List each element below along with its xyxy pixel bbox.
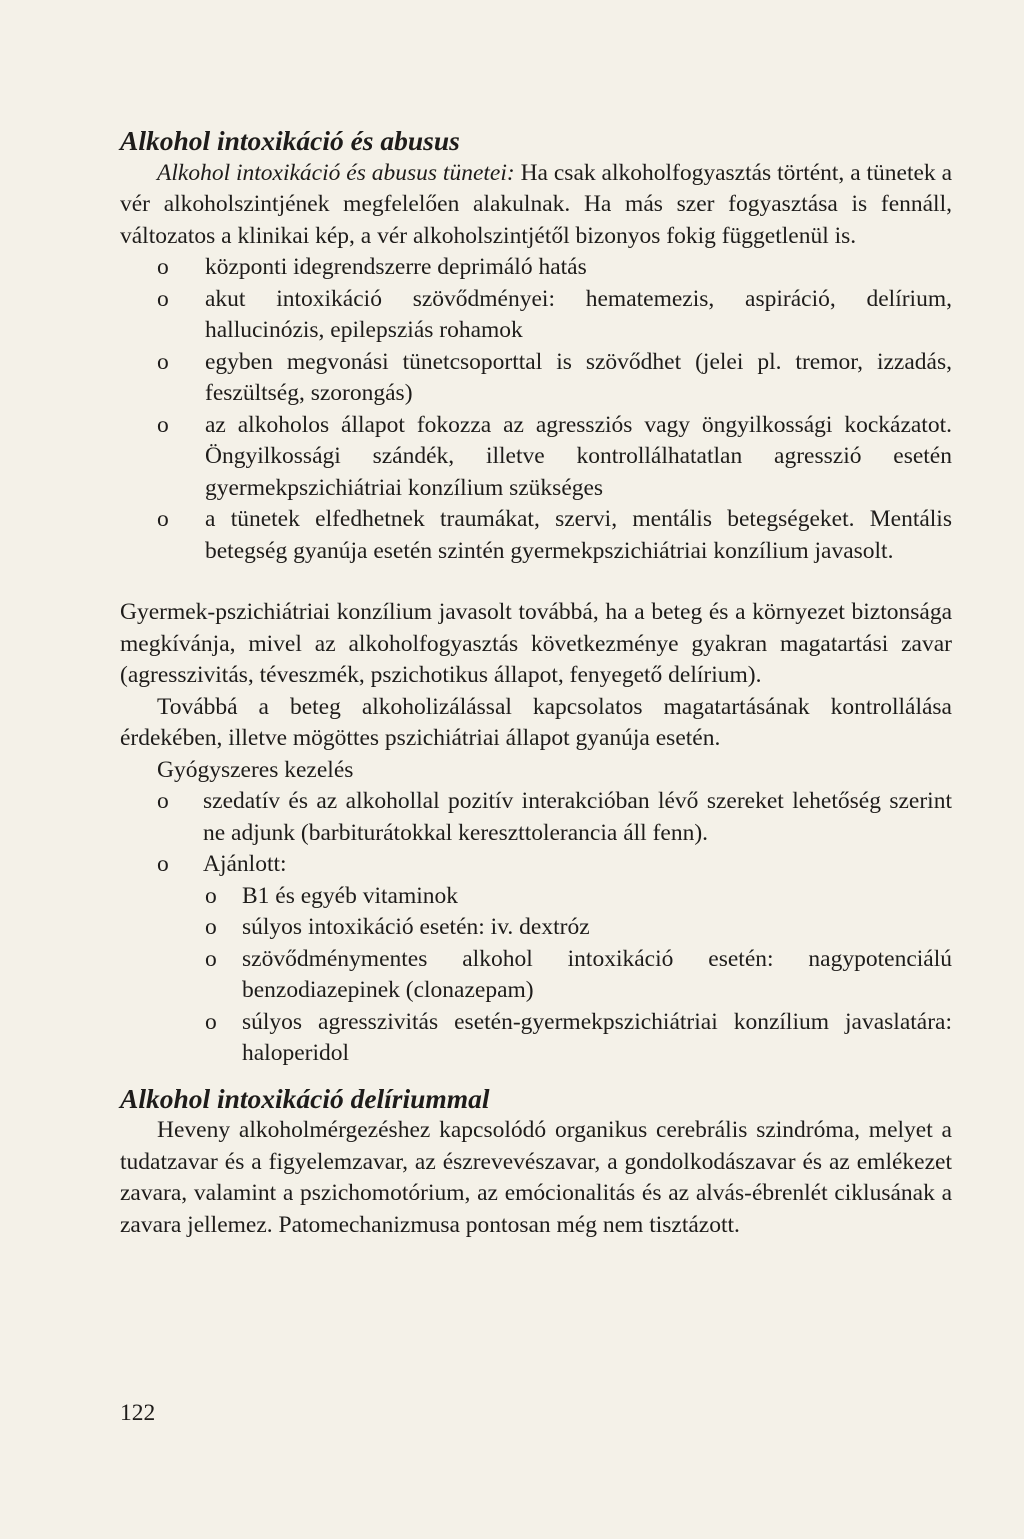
spacer <box>120 1070 952 1084</box>
list-item: o súlyos intoxikáció esetén: iv. dextróz <box>120 912 952 944</box>
section-heading-intoxication: Alkohol intoxikáció és abusus <box>120 126 460 156</box>
bullet-marker: o <box>205 882 217 909</box>
page-content <box>120 126 952 1241</box>
bullet-marker: o <box>157 851 169 877</box>
list-item: o központi idegrendszerre deprimáló hatás <box>120 252 952 284</box>
list-item: o súlyos agresszivitás esetén-gyermekpszichiátriai konzílium javaslatára: haloperidol <box>205 1008 952 1066</box>
list-item: o akut intoxikáció szövődményei: hematemezis, aspiráció, delírium, hallucinózis, epilepsziás rohamok <box>157 285 952 343</box>
bullet-marker: o <box>157 285 169 312</box>
list-item: o az alkoholos állapot fokozza az agressziós vagy öngyilkossági kockázatot. Öngyilkossági szándék, illetve kontrollálhatatlan agresszió esetén gyermekpszichiátriai konzílium szükséges <box>157 411 952 501</box>
control-paragraph: Továbbá a beteg alkoholizálással kapcsolatos magatartásának kontrollálása érdekében, illetve mögöttes pszichiátriai állapot gyanúja esetén. <box>120 693 952 751</box>
list-item: o Ajánlott: <box>120 849 952 881</box>
intro-text: Ha csak alkoholfogyasztás történt, a tünetek a vér alkoholszintjének megfelelően alakulnak. Ha más szer fogyasztása is fennáll, változatos a klinikai kép, a vér alkoholszintjétől bizonyos fokig függetlenül is. <box>120 159 952 249</box>
bullet-marker: o <box>157 348 169 375</box>
section-heading-delirium: Alkohol intoxikáció delíriummal <box>120 1083 490 1114</box>
intro-paragraph <box>120 158 952 253</box>
bullet-marker: o <box>205 914 217 940</box>
list-item: o a tünetek elfedhetnek traumákat, szervi, mentális betegségeket. Mentális betegség gyanúja esetén szintén gyermekpszichiátriai konzílium javasolt. <box>157 506 952 564</box>
consultation-paragraph: Gyermek-pszichiátriai konzílium javasolt továbbá, ha a beteg és a környezet biztonsága megkívánja, mivel az alkoholfogyasztás következménye gyakran magatartási zavar (agresszivitás, téveszmék, pszichotikus állapot, fenyegető delírium). <box>120 599 952 688</box>
treatment-label: Gyógyszeres kezelés <box>157 756 354 783</box>
list-item: o szövődménymentes alkohol intoxikáció esetén: nagypotenciálú benzodiazepinek (clonazepam) <box>205 945 952 1003</box>
bullet-marker: o <box>157 254 169 280</box>
bullet-marker: o <box>205 945 217 972</box>
bullet-marker: o <box>157 788 169 814</box>
delirium-paragraph: Heveny alkoholmérgezéshez kapcsolódó organikus cerebrális szindróma, melyet a tudatzavar és a figyelemzavar, az észrevevészavar, a gondolkodászavar és az emlékezet zavara, valamint a pszichomotórium, az emócionalitás és az alvás-ébrenlét ciklusának a zavara jellemez. Patomechanizmusa pontosan még nem tisztázott. <box>120 1117 952 1238</box>
intro-label: Alkohol intoxikáció és abusus tünetei: <box>157 159 515 186</box>
bullet-marker: o <box>157 506 169 532</box>
list-item: o szedatív és az alkohollal pozitív interakcióban lévő szereket lehetőség szerint ne adjunk (barbiturátokkal kereszttolerancia áll fenn). <box>157 788 952 846</box>
spacer <box>120 567 952 597</box>
symptom-list <box>120 252 952 567</box>
bullet-marker: o <box>157 411 169 438</box>
treatment-list <box>120 786 952 1070</box>
list-item: o egyben megvonási tünetcsoporttal is szövődhet (jelei pl. tremor, izzadás, feszültség, szorongás) <box>157 348 952 406</box>
bullet-marker: o <box>205 1008 217 1035</box>
list-item: o B1 és egyéb vitaminok <box>120 881 952 913</box>
page-number: 122 <box>120 1400 156 1426</box>
